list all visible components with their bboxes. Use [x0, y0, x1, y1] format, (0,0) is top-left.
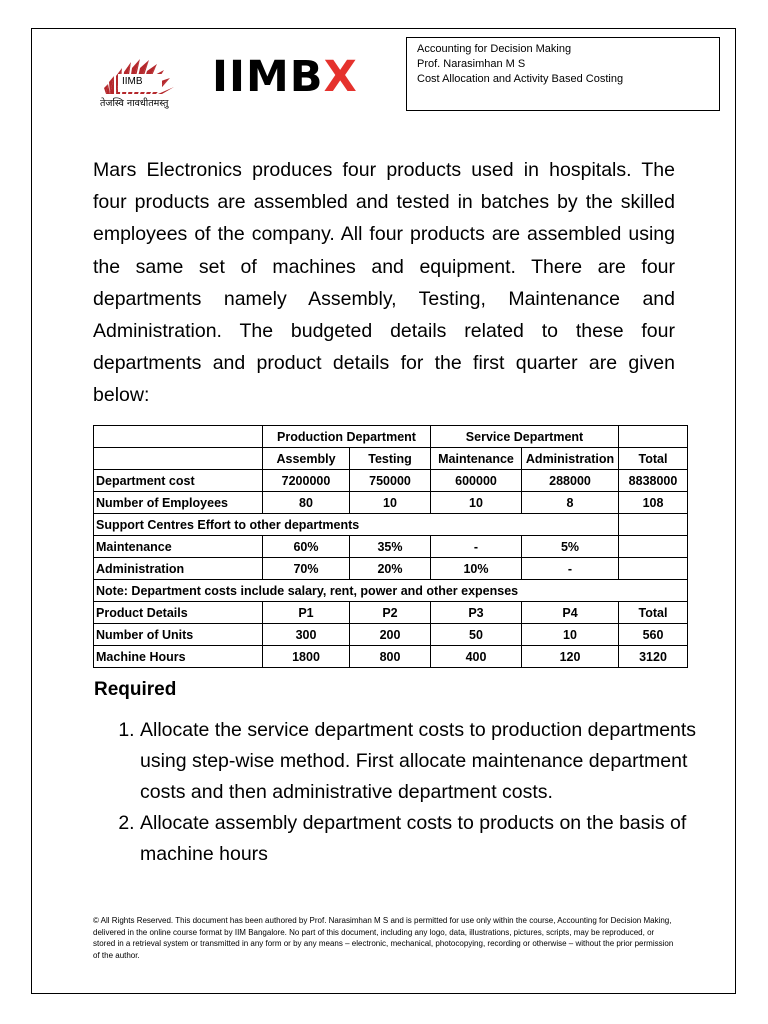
- table-cell: 108: [619, 492, 688, 514]
- iimbx-logo-main: IIMB: [212, 52, 324, 102]
- table-cell: 3120: [619, 646, 688, 668]
- table-row: [94, 536, 688, 558]
- table-cell: 10: [431, 492, 522, 514]
- row-label: Product Details: [94, 602, 263, 624]
- table-cell: [94, 448, 263, 470]
- header-maintenance: Maintenance: [431, 448, 522, 470]
- required-list: [110, 715, 700, 870]
- table-cell: 300: [263, 624, 350, 646]
- table-row: [94, 426, 688, 448]
- table-cell: 5%: [522, 536, 619, 558]
- iimbx-logo: [212, 52, 358, 102]
- table-note: Note: Department costs include salary, rent, power and other expenses: [94, 580, 688, 602]
- table-cell: 8: [522, 492, 619, 514]
- row-label: Machine Hours: [94, 646, 263, 668]
- course-topic: Cost Allocation and Activity Based Costing: [417, 73, 624, 85]
- header-administration: Administration: [522, 448, 619, 470]
- table-cell: [619, 558, 688, 580]
- iimbx-logo-x: X: [323, 52, 358, 102]
- table-cell: [619, 426, 688, 448]
- header-assembly: Assembly: [263, 448, 350, 470]
- table-row: [94, 470, 688, 492]
- row-label: Department cost: [94, 470, 263, 492]
- table-row: [94, 624, 688, 646]
- iimb-logo-text: IIMB: [122, 76, 143, 87]
- list-item: 1. Allocate the service department costs to production departments using step-wise method. First allocate maintenance department costs and then administrative department costs.: [140, 715, 700, 808]
- support-section-title: Support Centres Effort to other departments: [94, 514, 619, 536]
- copyright-footer: © All Rights Reserved. This document has been authored by Prof. Narasimhan M S and is permitted for use only within the course, Accounting for Decision Making, delivered in the online course format by IIM Bangalore. No part of this document, including any logo, data, illustrations, pictures, scripts, may be reproduced, or stored in a retrieval system or transmitted in any form or by any means – electronic, mechanical, photocopying, recording or otherwise – without the prior permission of the author.: [93, 916, 674, 960]
- row-label: Maintenance: [94, 536, 263, 558]
- table-cell: 10: [522, 624, 619, 646]
- table-cell: 400: [431, 646, 522, 668]
- table-cell: 800: [350, 646, 431, 668]
- table-cell: 600000: [431, 470, 522, 492]
- table-cell: P1: [263, 602, 350, 624]
- header-testing: Testing: [350, 448, 431, 470]
- table-cell: 35%: [350, 536, 431, 558]
- table-cell: [619, 514, 688, 536]
- table-cell: 50: [431, 624, 522, 646]
- row-label: Number of Employees: [94, 492, 263, 514]
- group-header-service: Service Department: [431, 426, 619, 448]
- table-cell: 560: [619, 624, 688, 646]
- list-item: 2. Allocate assembly department costs to products on the basis of machine hours: [140, 808, 700, 870]
- table-cell: 200: [350, 624, 431, 646]
- table-cell: 750000: [350, 470, 431, 492]
- table-cell: 70%: [263, 558, 350, 580]
- table-row: [94, 514, 688, 536]
- table-cell: 7200000: [263, 470, 350, 492]
- table-cell: P2: [350, 602, 431, 624]
- table-row: [94, 646, 688, 668]
- row-label: Administration: [94, 558, 263, 580]
- course-info-box: [406, 37, 720, 111]
- table-cell: 288000: [522, 470, 619, 492]
- department-table: [93, 425, 688, 668]
- table-cell: 10%: [431, 558, 522, 580]
- table-cell: [94, 426, 263, 448]
- header-total: Total: [619, 448, 688, 470]
- table-cell: P3: [431, 602, 522, 624]
- table-cell: Total: [619, 602, 688, 624]
- table-row: [94, 448, 688, 470]
- table-row: [94, 492, 688, 514]
- intro-paragraph: Mars Electronics produces four products used in hospitals. The four products are assembled and tested in batches by the skilled employees of the company. All four products are assembled using the same set of machines and equipment. There are four departments namely Assembly, Testing, Maintenance and Administration. The budgeted details related to these four departments and product details for the first quarter are given below:: [93, 159, 675, 407]
- table-cell: -: [522, 558, 619, 580]
- iimb-logo: [100, 54, 184, 114]
- table-cell: -: [431, 536, 522, 558]
- table-cell: 8838000: [619, 470, 688, 492]
- iimb-motto: तेजस्वि नावधीतमस्तु: [100, 98, 169, 109]
- table-row: [94, 580, 688, 602]
- table-cell: 120: [522, 646, 619, 668]
- table-cell: 80: [263, 492, 350, 514]
- table-cell: 1800: [263, 646, 350, 668]
- table-row: [94, 558, 688, 580]
- table-row: [94, 602, 688, 624]
- group-header-production: Production Department: [263, 426, 431, 448]
- course-professor: Prof. Narasimhan M S: [417, 58, 526, 70]
- table-cell: 10: [350, 492, 431, 514]
- course-title: Accounting for Decision Making: [417, 43, 572, 55]
- required-heading: Required: [94, 679, 177, 700]
- row-label: Number of Units: [94, 624, 263, 646]
- table-cell: [619, 536, 688, 558]
- table-cell: 20%: [350, 558, 431, 580]
- table-cell: 60%: [263, 536, 350, 558]
- table-cell: P4: [522, 602, 619, 624]
